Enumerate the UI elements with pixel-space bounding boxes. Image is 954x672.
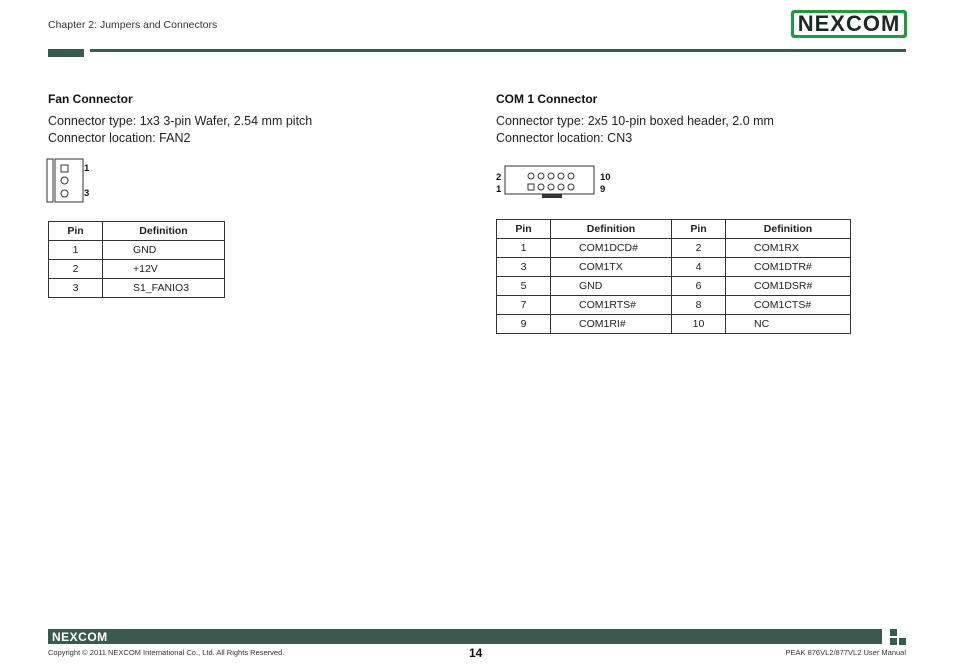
fan-connector-diagram	[46, 158, 86, 204]
com1-connector-location: Connector location: CN3	[496, 131, 633, 145]
nexcom-logo	[791, 10, 907, 38]
table-cell: GND	[551, 277, 672, 296]
table-cell: 1	[49, 241, 103, 260]
table-cell: COM1DTR#	[726, 258, 851, 277]
table-cell: NC	[726, 315, 851, 334]
com1-pin-table	[496, 219, 851, 334]
table-row	[497, 239, 851, 258]
table-row	[497, 315, 851, 334]
fan-pin-3-label: 3	[84, 188, 90, 199]
com1-pin-2-label: 2	[496, 172, 502, 183]
com1-pin-10-label: 10	[600, 172, 611, 183]
table-cell: 5	[497, 277, 551, 296]
com1-connector-diagram	[504, 165, 596, 200]
table-row	[49, 260, 225, 279]
footer-square	[890, 629, 897, 636]
fan-connector-title: Fan Connector	[48, 92, 133, 106]
chapter-title: Chapter 2: Jumpers and Connectors	[48, 19, 218, 31]
table-cell: 1	[497, 239, 551, 258]
table-cell: S1_FANIO3	[103, 279, 225, 298]
table-cell: COM1CTS#	[726, 296, 851, 315]
table-row	[497, 277, 851, 296]
table-header: Definition	[103, 222, 225, 241]
table-cell: 9	[497, 315, 551, 334]
table-cell: COM1RTS#	[551, 296, 672, 315]
table-cell: 4	[672, 258, 726, 277]
table-cell: 10	[672, 315, 726, 334]
manual-title: PEAK 876VL2/877VL2 User Manual	[785, 648, 906, 657]
table-cell: COM1DSR#	[726, 277, 851, 296]
table-header: Definition	[726, 220, 851, 239]
table-header: Pin	[497, 220, 551, 239]
table-cell: GND	[103, 241, 225, 260]
com1-pin-1-label: 1	[496, 184, 502, 195]
fan-connector-type: Connector type: 1x3 3-pin Wafer, 2.54 mm pitch	[48, 114, 313, 128]
keying-notch	[542, 194, 562, 198]
table-cell: COM1RI#	[551, 315, 672, 334]
header-divider	[90, 49, 906, 52]
com1-connector-title: COM 1 Connector	[496, 92, 598, 106]
footer-square	[890, 638, 897, 645]
table-row	[49, 241, 225, 260]
table-row	[497, 296, 851, 315]
fan-connector-location: Connector location: FAN2	[48, 131, 191, 145]
footer-square	[899, 638, 906, 645]
table-cell: COM1RX	[726, 239, 851, 258]
footer-bar	[48, 629, 882, 644]
com1-pin-9-label: 9	[600, 184, 606, 195]
footer-logo: NEXCOM	[52, 630, 108, 644]
table-cell: COM1TX	[551, 258, 672, 277]
pin-round	[61, 177, 68, 184]
table-cell: 6	[672, 277, 726, 296]
copyright-text: Copyright © 2011 NEXCOM International Co., Ltd. All Rights Reserved.	[48, 648, 285, 657]
page-number: 14	[469, 646, 483, 660]
table-cell: 7	[497, 296, 551, 315]
fan-pin-1-label: 1	[84, 163, 90, 174]
fan-pin-table	[48, 221, 225, 298]
table-cell: 8	[672, 296, 726, 315]
table-row	[49, 279, 225, 298]
table-cell: COM1DCD#	[551, 239, 672, 258]
table-cell: 2	[49, 260, 103, 279]
table-cell: 3	[497, 258, 551, 277]
header-accent-bar	[48, 49, 84, 57]
logo-text: NEXCOM	[794, 13, 905, 35]
pin-square	[61, 165, 68, 172]
pin-round	[61, 190, 68, 197]
table-header: Pin	[49, 222, 103, 241]
table-header: Definition	[551, 220, 672, 239]
table-cell: 2	[672, 239, 726, 258]
table-header: Pin	[672, 220, 726, 239]
table-row	[497, 258, 851, 277]
table-cell: 3	[49, 279, 103, 298]
com1-connector-type: Connector type: 2x5 10-pin boxed header, 2.0 mm	[496, 114, 774, 128]
table-cell: +12V	[103, 260, 225, 279]
